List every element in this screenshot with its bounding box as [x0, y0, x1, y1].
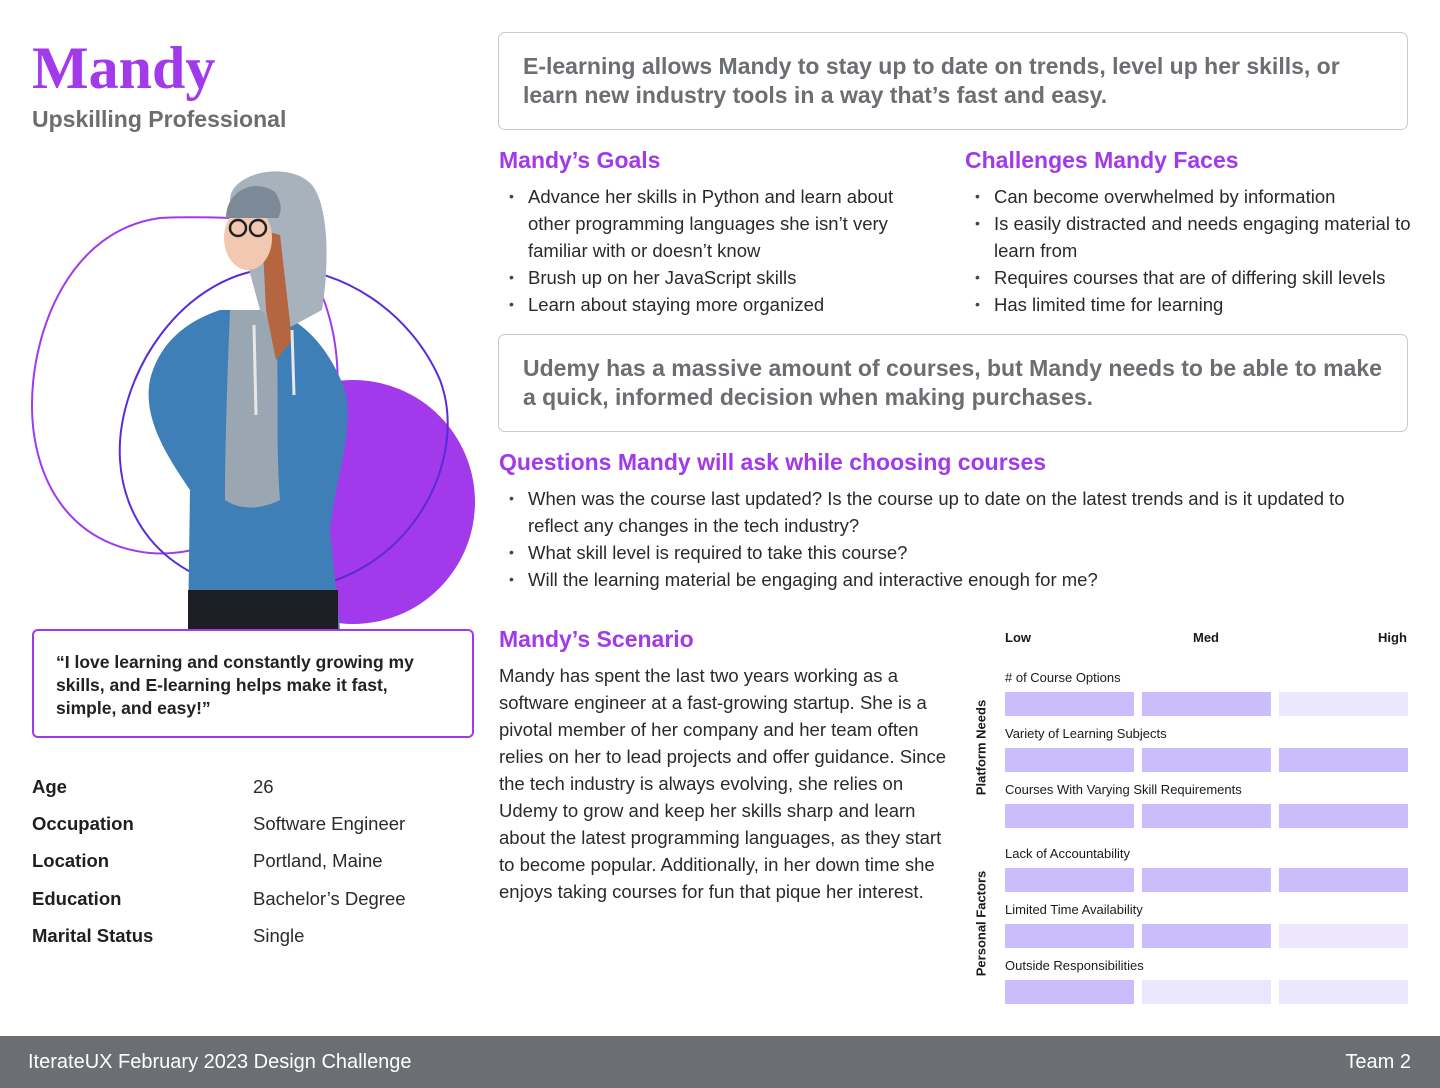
metric-segment: [1279, 924, 1408, 948]
metric-label: Variety of Learning Subjects: [1005, 726, 1167, 741]
metric-bar-group: [1005, 692, 1408, 716]
detail-row-occupation: [32, 805, 472, 842]
detail-value: Portland, Maine: [253, 850, 383, 872]
summary-text: E-learning allows Mandy to stay up to date on trends, level up her skills, or learn new industry tools in a way that’s fast and easy.: [523, 53, 1340, 108]
detail-label: Education: [32, 887, 122, 909]
problem-callout: [498, 334, 1408, 432]
metric-segment: [1279, 692, 1408, 716]
metric-row: [1005, 670, 1408, 716]
challenges-list: [965, 183, 1415, 318]
detail-label: Occupation: [32, 812, 134, 834]
footer-title: IterateUX February 2023 Design Challenge: [28, 1050, 412, 1073]
metric-row: [1005, 782, 1408, 828]
metric-row: [1005, 958, 1408, 1004]
scenario-text: Mandy has spent the last two years working as a software engineer at a fast-growing startup. She is a pivotal member of her company and her team often relies on her to lead projects and offer guidance. Since the tech industry is always evolving, she relies on Udemy to grow and keep her skills sharp and learn about the latest programming languages, as they start to become popular. Additionally, in her down time she enjoys taking courses for fun that pique her interest.: [499, 665, 947, 902]
detail-row-location: [32, 843, 472, 880]
metric-row: [1005, 726, 1408, 772]
metric-bar-group: [1005, 980, 1408, 1004]
detail-label: Age: [32, 775, 67, 797]
scale-label-med: Med: [1193, 630, 1219, 645]
metric-label: Limited Time Availability: [1005, 902, 1143, 917]
metric-segment: [1005, 868, 1134, 892]
metric-bar-group: [1005, 804, 1408, 828]
list-item: • What skill level is required to take this course?: [499, 539, 1399, 566]
detail-label: Marital Status: [32, 924, 154, 946]
detail-value: 26: [253, 775, 274, 797]
detail-row-education: [32, 880, 472, 917]
metric-segment: [1005, 924, 1134, 948]
detail-label: Location: [32, 850, 110, 872]
metric-segment: [1005, 692, 1134, 716]
scale-label-high: High: [1378, 630, 1407, 645]
list-item: • Has limited time for learning: [965, 291, 1415, 318]
metric-segment: [1279, 804, 1408, 828]
list-item: • Requires courses that are of differing skill levels: [965, 264, 1415, 291]
group-label-platform-needs: Platform Needs: [973, 699, 989, 796]
group-label-personal-factors: Personal Factors: [973, 870, 989, 977]
detail-row-age: [32, 768, 472, 805]
detail-row-marital-status: [32, 917, 472, 954]
persona-illustration: [30, 160, 480, 630]
persona-quote: [32, 629, 474, 738]
metric-row: [1005, 902, 1408, 948]
persona-name: Mandy: [32, 35, 216, 101]
challenges-title: Challenges Mandy Faces: [965, 147, 1239, 173]
list-item: • Will the learning material be engaging and interactive enough for me?: [499, 566, 1399, 593]
goals-list: [499, 183, 929, 318]
hoodie: [225, 310, 280, 508]
list-item: • Advance her skills in Python and learn about other programming languages she isn’t very familiar with or doesn’t know: [499, 183, 929, 264]
persona-role: Upskilling Professional: [32, 106, 287, 132]
metric-label: Courses With Varying Skill Requirements: [1005, 782, 1242, 797]
detail-value: Software Engineer: [253, 812, 406, 834]
metric-segment: [1142, 748, 1271, 772]
detail-value: Single: [253, 924, 305, 946]
summary-callout: [498, 32, 1408, 130]
metric-segment: [1142, 924, 1271, 948]
metric-segment: [1142, 804, 1271, 828]
metric-segment: [1005, 804, 1134, 828]
metric-segment: [1142, 868, 1271, 892]
metric-label: Lack of Accountability: [1005, 846, 1131, 861]
list-item: • Is easily distracted and needs engaging material to learn from: [965, 210, 1415, 264]
footer-team: Team 2: [1345, 1050, 1411, 1073]
problem-text: Udemy has a massive amount of courses, but Mandy needs to be able to make a quick, informed decision when making purchases.: [523, 355, 1382, 410]
persona-photo: [30, 160, 480, 630]
list-item: • Brush up on her JavaScript skills: [499, 264, 929, 291]
metric-segment: [1279, 868, 1408, 892]
metric-segment: [1005, 980, 1134, 1004]
list-item: • Can become overwhelmed by information: [965, 183, 1415, 210]
detail-value: Bachelor’s Degree: [253, 887, 406, 909]
quote-text: “I love learning and constantly growing my skills, and E-learning helps make it fast, simple, and easy!”: [56, 652, 414, 718]
metric-bar-group: [1005, 748, 1408, 772]
scale-label-low: Low: [1005, 630, 1031, 645]
list-item: • When was the course last updated? Is the course up to date on the latest trends and is it updated to reflect any changes in the tech industry?: [499, 485, 1399, 539]
questions-title: Questions Mandy will ask while choosing courses: [499, 449, 1047, 475]
metric-segment: [1142, 980, 1271, 1004]
metric-segment: [1279, 748, 1408, 772]
metric-label: Outside Responsibilities: [1005, 958, 1144, 973]
metric-segment: [1142, 692, 1271, 716]
scenario-title: Mandy’s Scenario: [499, 626, 694, 652]
pants: [188, 590, 338, 630]
goals-title: Mandy’s Goals: [499, 147, 661, 173]
persona-details: [32, 768, 472, 954]
metric-segment: [1005, 748, 1134, 772]
questions-list: [499, 485, 1399, 593]
metric-segment: [1279, 980, 1408, 1004]
footer: [0, 1036, 1440, 1088]
list-item: • Learn about staying more organized: [499, 291, 929, 318]
metric-bar-group: [1005, 924, 1408, 948]
metric-label: # of Course Options: [1005, 670, 1121, 685]
metric-bar-group: [1005, 868, 1408, 892]
metric-row: [1005, 846, 1408, 892]
